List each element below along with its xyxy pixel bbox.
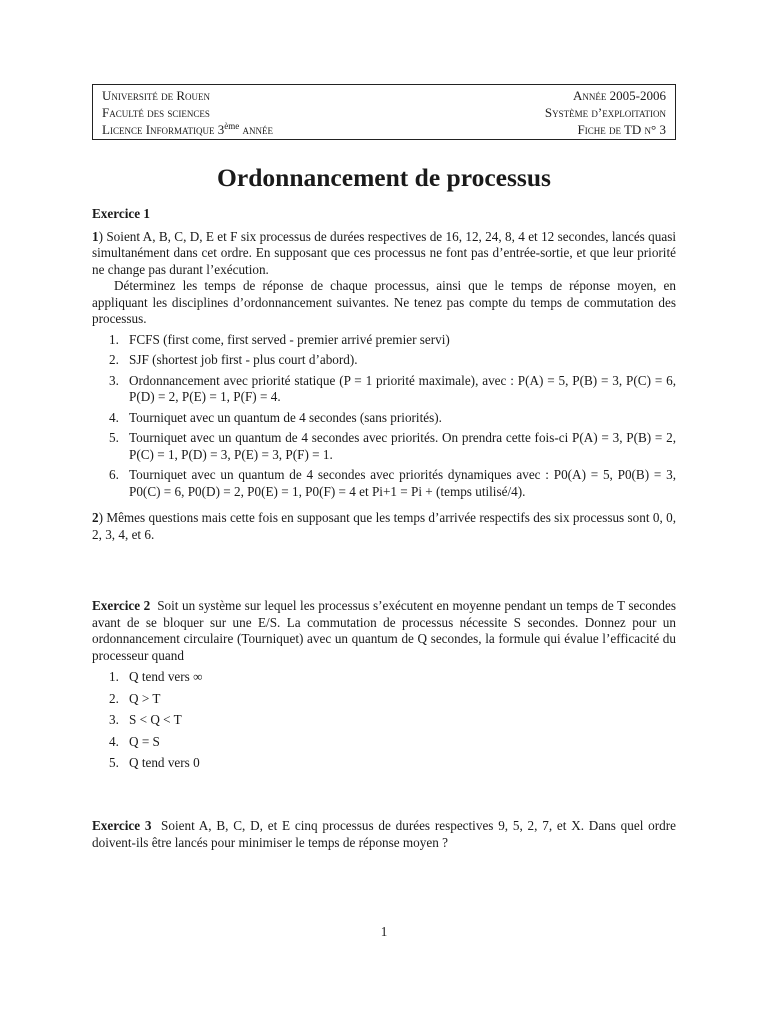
- exercise-2: [92, 598, 676, 772]
- exercise-3: [92, 818, 676, 851]
- sheet-number: Fiche de TD n° 3: [577, 122, 666, 137]
- academic-year: Année 2005-2006: [573, 88, 666, 103]
- list-item: 6. Tourniquet avec un quantum de 4 secondes avec priorités dynamiques avec : P0(A) = 5, P0(B) = 3, P0(C) = 6, P0(D) = 2, P0(E) = 1, P0(F) = 4 et Pi+1 = Pi + (temps utilisé/4).: [109, 467, 676, 499]
- faculty: Faculté des sciences: [102, 105, 210, 120]
- exercise-1-q2: 2) Mêmes questions mais cette fois en supposant que les temps d’arrivée respectifs des six processus sont 0, 0, 2, 3, 4, et 6.: [92, 510, 676, 542]
- header-row-3: [102, 121, 666, 138]
- exercise-1-q1-instructions: Déterminez les temps de réponse de chaque processus, ainsi que le temps de réponse moyen, en appliquant les disciplines d’ordonnancement suivantes. Ne tenez pas compte du temps de commutation des processus.: [92, 278, 676, 326]
- exercise-1: [92, 206, 676, 543]
- list-item: 1. Q tend vers ∞: [109, 669, 203, 684]
- list-item: 5. Q tend vers 0: [109, 755, 200, 770]
- exercise-2-text: Exercice 2 Soit un système sur lequel les processus s’exécutent en moyenne pendant un temps de T secondes avant de se bloquer sur une E/S. La commutation de processus nécessite S secondes. Donnez pour un ordonnancement circulaire (Tourniquet) avec un quantum de Q secondes, la formule qui évalue l’efficacité du processeur quand: [92, 598, 676, 663]
- header-box: [92, 84, 676, 140]
- exercise-1-heading: Exercice 1: [92, 206, 150, 221]
- list-item: 3. S < Q < T: [109, 712, 182, 727]
- list-item: 3. Ordonnancement avec priorité statique (P = 1 priorité maximale), avec : P(A) = 5, P(B) = 3, P(C) = 6, P(D) = 2, P(E) = 1, P(F) = 4.: [109, 372, 676, 404]
- page-title: Ordonnancement de processus: [217, 163, 551, 192]
- header-row-2: [102, 104, 666, 121]
- course: Système d’exploitation: [544, 105, 666, 120]
- exercise-1-q1: 1) Soient A, B, C, D, E et F six processus de durées respectives de 16, 12, 24, 8, 4 et 12 secondes, lancés quasi simultanément dans cet ordre. En supposant que ces processus ne font pas d’entrée-sortie, et que leur priorité ne change pas durant l’exécution.: [92, 228, 676, 277]
- exercise-1-list: [92, 332, 676, 501]
- list-item: 5. Tourniquet avec un quantum de 4 secondes avec priorités. On prendra cette fois-ci P(A) = 3, P(B) = 2, P(C) = 1, P(D) = 3, P(E) = 3, P(F) = 1.: [109, 430, 676, 462]
- list-item: 4. Q = S: [109, 733, 160, 749]
- exercise-3-text: Exercice 3 Soient A, B, C, D, et E cinq processus de durées respectives 9, 5, 2, 7, et X. Dans quel ordre doivent-ils être lancés pour minimiser le temps de réponse moyen ?: [92, 818, 676, 850]
- list-item: 4. Tourniquet avec un quantum de 4 secondes (sans priorités).: [109, 409, 442, 425]
- page-number: 1: [380, 924, 388, 939]
- header-row-1: [102, 87, 666, 104]
- exercise-2-list: [92, 669, 676, 772]
- list-item: 2. SJF (shortest job first - plus court d’abord).: [109, 352, 358, 367]
- list-item: 1. FCFS (first come, first served - premier arrivé premier servi): [109, 331, 450, 347]
- list-item: 2. Q > T: [109, 690, 161, 706]
- university: Université de Rouen: [102, 88, 211, 103]
- level: Licence Informatique 3ème année: [102, 121, 274, 137]
